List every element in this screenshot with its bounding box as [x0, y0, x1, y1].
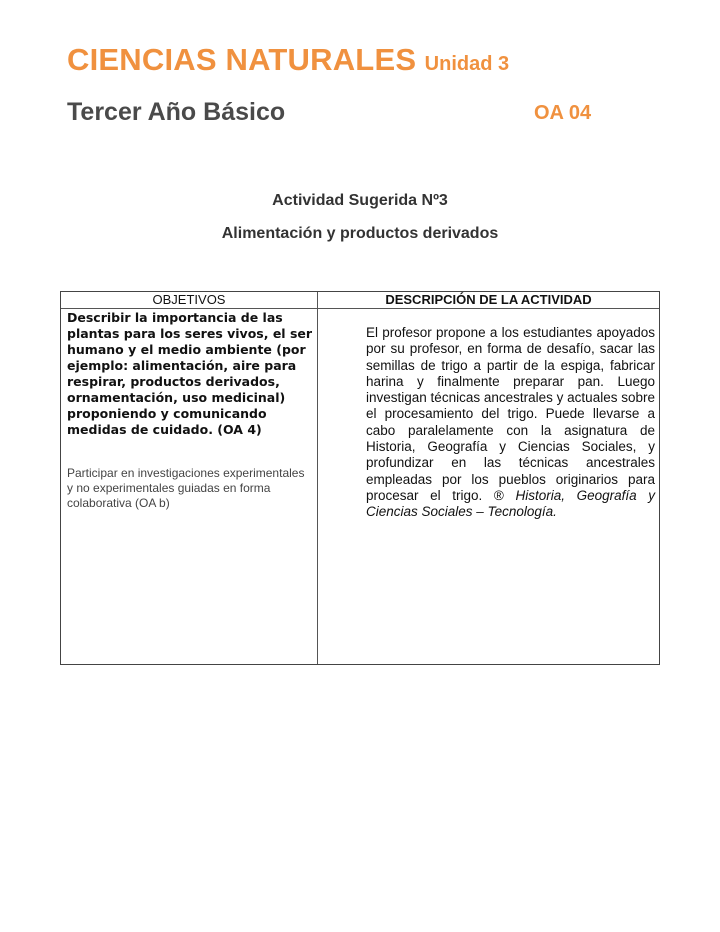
oa-code: OA 04: [534, 102, 592, 124]
activity-description: [366, 325, 655, 521]
unit-label: Unidad 3: [424, 53, 510, 75]
objective-secondary: Participar en investigaciones experimentales y no experimentales guiadas en forma colaborativa (OA b): [67, 466, 305, 510]
objective-main: Describir la importancia de las plantas para los seres vivos, el ser humano y el medio ambiente (por ejemplo: alimentación, aire para respirar, productos derivados, ornamentación, uso medicinal) proponiendo y comunicando medidas de cuidado. (OA 4): [67, 310, 313, 437]
description-text: El profesor propone a los estudiantes apoyados por su profesor, en forma de desafío, sacar las semillas de trigo a partir de la espiga, fabricar harina y finalmente preparar pan. Luego investigan técnicas ancestrales y actuales sobre el procesamiento del trigo. Puede llevarse a cabo paralelamente con la asignatura de Historia, Geografía y Ciencias Sociales, y profundizar en las técnicas ancestrales empleadas por los pueblos originarios para procesar el trigo. ®: [366, 325, 655, 503]
activity-table: [60, 291, 660, 665]
activity-title: Actividad Sugerida Nº3: [272, 192, 448, 209]
column-divider: [317, 292, 318, 664]
crosslink-subjects: Historia, Geografía y Ciencias Sociales – Tecnología.: [366, 487, 655, 520]
grade-label: Tercer Año Básico: [67, 98, 286, 126]
document-title: [67, 42, 509, 78]
column-header-objectives: OBJETIVOS: [61, 292, 317, 309]
activity-subtitle: Alimentación y productos derivados: [221, 225, 499, 242]
subject-title: CIENCIAS NATURALES: [67, 42, 417, 77]
column-header-description: DESCRIPCIÓN DE LA ACTIVIDAD: [318, 292, 659, 309]
